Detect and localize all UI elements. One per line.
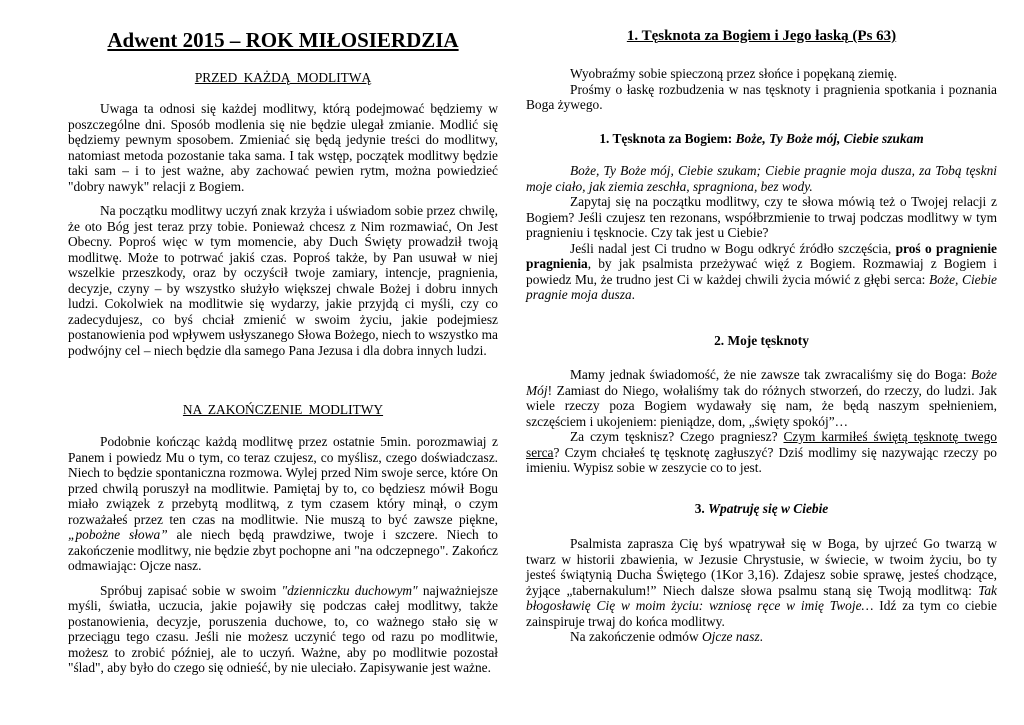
section-1-label: 1. Tęsknota za Bogiem: bbox=[599, 131, 736, 146]
intro-block bbox=[526, 66, 997, 113]
invitation-text-b: Idź za tym co ciebie zainspiruje trwaj do końca modlitwy. bbox=[526, 598, 997, 629]
section-1-question: Zapytaj się na początku modlitwy, czy te słowa mówią też o Twojej relacji z Bogiem? Jeśli czujesz ten rezonans, współbrzmienie to trwaj podczas modlitwy w tym pragnieniu i tęsknocie. Czy tak jest u Ciebie? bbox=[526, 194, 997, 240]
section-3-label: 3. bbox=[694, 501, 709, 516]
document-title: Adwent 2015 – ROK MIŁOSIERDZIA bbox=[107, 28, 459, 52]
journal-text-b: najważniejsze myśli, światła, uczucia, jakie pojawiły się podczas całej modlitwy, także postanowienia, decyzje, poruszenia duchowe, to, co ważnego stało się w przeciągu tego czasu. Jeśli nie możesz uczynić tego od razu po modlitwie, możesz to zrobić później, ale to uczyń. Ważne, aby po modlitwie pozostał "ślad", aby było do czego się odnieść, by nie uleciało. Zapisywanie jest ważne. bbox=[68, 582, 498, 675]
invitation-text-a: Psalmista zaprasza Cię byś wpatrywał się w Boga, by ujrzeć Go twarzą w twarz w historii zbawienia, w Jezusie Chrystusie, w świecie, w twoim życiu, bo ty jesteś świątynią Ducha Świętego (1Kor 3,16). Zdajesz sobie sprawę, jesteś chodzące, żyjące „tabernakulum!” Niech dalsze słowa psalmu staną się Twoją modlitwą: bbox=[526, 536, 997, 598]
encouragement-bold: proś o pragnienie pragnienia bbox=[526, 240, 997, 271]
section-2-heading: 2. Moje tęsknoty bbox=[714, 333, 809, 348]
section-3-title: Wpatruję się w Ciebie bbox=[708, 501, 829, 516]
section-1-body bbox=[526, 163, 997, 303]
meditation-title: 1. Tęsknota za Bogiem i Jego łaską (Ps 63) bbox=[626, 28, 897, 44]
paragraph-method: Uwaga ta odnosi się każdej modlitwy, którą podejmować będziemy w poszczególne dni. Sposób modlenia się nie będzie ulegał zmianie. Modlić się będziemy pewnym sposobem. Zmieniać się będą jedynie treści do modlitwy, natomiast metoda pozostanie taka sama. I tak wstęp, początek modlitwy będzie taki sam – i to jest ważne, aby zachować pewien rytm, można powiedzieć "dobry nawyk" relacji z Bogiem. bbox=[68, 101, 498, 194]
section-3-body bbox=[526, 536, 997, 645]
encouragement-end: . bbox=[631, 287, 636, 302]
section-2-questions bbox=[526, 429, 997, 476]
journal-text-a: Spróbuj zapisać sobie w swoim bbox=[100, 582, 282, 598]
pious-words-quote: „pobożne słowa” bbox=[68, 527, 168, 542]
ending-text-b: ale niech będą prawdziwe, twoje i szczere. Niech to zakończenie modlitwy, nie będzie zbyt pochopne ani "na odczepnego". Zakończ odmawiając: Ojcze nasz. bbox=[68, 527, 498, 573]
paragraph-beginning: Na początku modlitwy uczyń znak krzyża i uświadom sobie przez chwilę, że oto Bóg jest teraz przy tobie. Ponieważ chcesz z Nim rozmawiać, On Jest Obecny. Poproś więc w tym momencie, aby Duch Święty prowadził twoją modlitwę. Może to potrwać jakiś czas. Poproś także, by Pan usuwał w niej wszelkie przeszkody, oraz by oczyścił twoje zamiary, intencje, pragnienia, decyzje, czyny – by wszystko służyło większej chwale Bożej i dobru innych ludzi. Cokolwiek na modlitwie się wydarzy, jakie przyjdą ci myśli, czy co zadecydujesz, co byś chciał zmienić w swoim życiu, jakie podejmiesz postanowienia pod wpływem usłyszanego Słowa Bożego, niech to wszystko ma podwójny cel – niech będzie dla samego Pana Jezusa i dla dobra innych ludzi. bbox=[68, 203, 498, 358]
encouragement-text-a: Jeśli nadal jest Ci trudno w Bogu odkryć źródło szczęścia, bbox=[570, 240, 896, 256]
our-father-quote: Ojcze nasz bbox=[702, 629, 760, 644]
ending-text-a: Podobnie kończąc każdą modlitwę przez ostatnie 5min. porozmawiaj z Panem i powiedz Mu o tym, co teraz czujesz, co myślisz, czego doświadczasz. Niech to będzie spontaniczna rozmowa. Wylej przed Nim swoje serce, które On przed chwilą poruszył na modlitwie. Pamiętaj by to, co będziesz mówił Bogu miało związek z przebytą modlitwą, z tym czasem który minął, o czym rozważałeś przez ten czas na modlitwie. Nie muszą to być zawsze piękne, bbox=[68, 434, 498, 527]
psalm-quote bbox=[526, 163, 997, 194]
section-1-quote: Boże, Ty Boże mój, Ciebie szukam bbox=[735, 131, 924, 146]
awareness-text-b: ! Zamiast do Niego, wołaliśmy tak do różnych stworzeń, do rzeczy, do ludzi. Jak wiele rzeczy poza Bogiem wydawały się nam, że będą naszym spełnieniem, szczęściem i ukojeniem: pieniądze, dom, „święty spokój”… bbox=[526, 382, 997, 429]
encouragement-text-b: , by jak psalmista przeżywać więź z Bogiem. Rozmawiaj z Bogiem i powiedz Mu, że trudno jest Ci w każdej chwili życia mówić z głębi serca: bbox=[526, 256, 997, 287]
psalm-quote-text: Boże, Ty Boże mój, Ciebie szukam; Ciebie pragnie moja dusza, za Tobą tęskni moje ciało, jak ziemia zeschła, spragniona, bez wody. bbox=[526, 163, 997, 194]
questions-underlined: Czym karmiłeś świętą tęsknotę twego serca bbox=[526, 429, 997, 460]
encouragement-quote: Boże, Ciebie pragnie moja dusza bbox=[526, 271, 997, 302]
end-prayer-text bbox=[68, 434, 498, 676]
questions-text-b: ? Czym chciałeś tę tęsknotę zagłuszyć? Dziś modlimy się nazywając rzeczy po imieniu. Wypisz sobie w zeszycie co to jest. bbox=[526, 444, 997, 475]
spiritual-diary-quote: "dzienniczku duchowym" bbox=[281, 582, 418, 598]
section-3-closing bbox=[526, 629, 997, 645]
my-god-quote: Boże Mój bbox=[526, 367, 997, 398]
intro-ask: Prośmy o łaskę rozbudzenia w nas tęsknoty i pragnienia spotkania i poznania Boga żywego. bbox=[526, 81, 997, 112]
blessing-quote: Tak błogosławię Cię w moim życiu: wzniosę ręce w imię Twoje… bbox=[526, 582, 997, 613]
before-prayer-heading: PRZED KAŻDĄ MODLITWĄ bbox=[194, 70, 372, 85]
section-3-invitation bbox=[526, 536, 997, 629]
before-prayer-text bbox=[68, 101, 498, 358]
paragraph-ending bbox=[68, 434, 498, 574]
section-1-encouragement bbox=[526, 241, 997, 303]
section-1-heading bbox=[526, 131, 997, 147]
questions-text-a: Za czym tęsknisz? Czego pragniesz? bbox=[570, 429, 784, 444]
awareness-text-a: Mamy jednak świadomość, że nie zawsze tak zwracaliśmy się do Boga: bbox=[570, 367, 971, 382]
section-2-body bbox=[526, 367, 997, 476]
paragraph-journal bbox=[68, 583, 498, 676]
closing-end: . bbox=[759, 629, 764, 644]
closing-text: Na zakończenie odmów bbox=[570, 629, 702, 644]
section-3-heading bbox=[526, 501, 997, 517]
intro-imagine: Wyobraźmy sobie spieczoną przez słońce i popękaną ziemię. bbox=[570, 66, 898, 81]
end-prayer-heading: NA ZAKOŃCZENIE MODLITWY bbox=[182, 402, 384, 417]
section-2-awareness bbox=[526, 367, 997, 429]
